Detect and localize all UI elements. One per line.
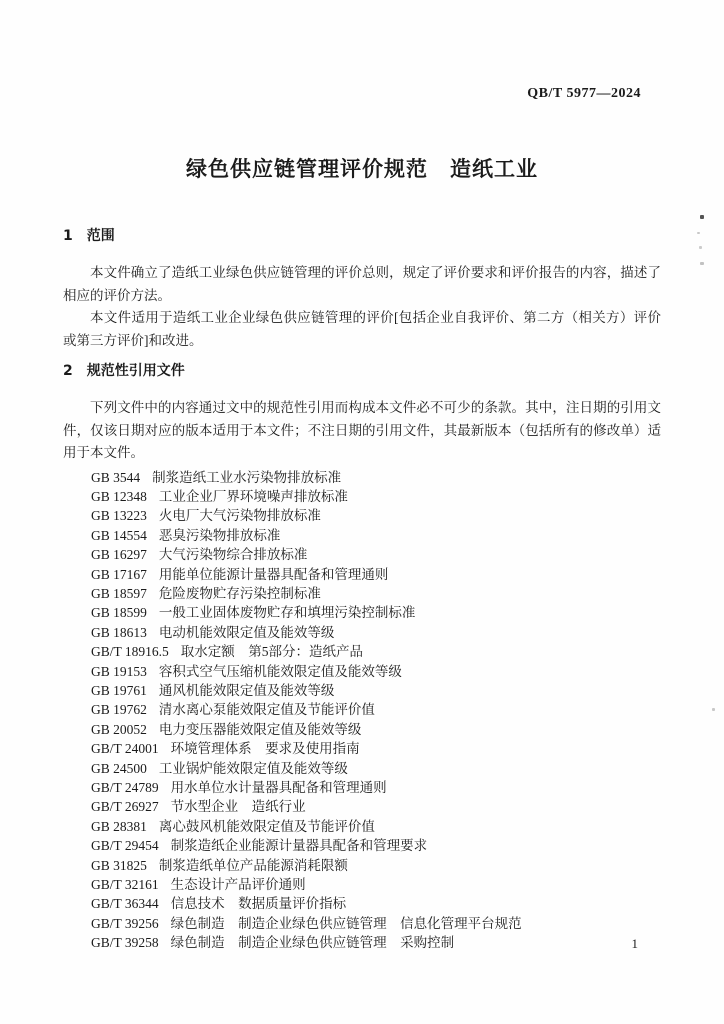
reference-item bbox=[91, 836, 661, 855]
reference-title: 制浆造纸单位产品能源消耗限额 bbox=[158, 857, 348, 873]
reference-code: GB 16297 bbox=[91, 547, 147, 563]
reference-title: 用能单位能源计量器具配备和管理通则 bbox=[158, 566, 389, 582]
reference-item bbox=[91, 681, 661, 700]
scope-paragraph-1: 本文件确立了造纸工业绿色供应链管理的评价总则，规定了评价要求和评价报告的内容，描述了相应的评价方法。 bbox=[63, 265, 661, 303]
reference-item bbox=[91, 487, 661, 506]
reference-code: GB 19153 bbox=[91, 663, 147, 679]
reference-code: GB 18613 bbox=[91, 624, 147, 640]
reference-title: 工业企业厂界环境噪声排放标准 bbox=[158, 488, 348, 504]
normative-reference-list bbox=[63, 468, 661, 953]
scan-speck bbox=[700, 215, 704, 219]
reference-title: 环境管理体系 要求及使用指南 bbox=[170, 741, 360, 757]
reference-title: 大气污染物综合排放标准 bbox=[158, 547, 308, 563]
reference-code: GB/T 24789 bbox=[91, 780, 159, 795]
reference-title: 电力变压器能效限定值及能效等级 bbox=[158, 721, 362, 737]
reference-code: GB 28381 bbox=[91, 818, 147, 834]
reference-item bbox=[91, 584, 661, 603]
section-number: 2 bbox=[63, 363, 73, 379]
section-number: 1 bbox=[63, 228, 73, 244]
reference-title: 制浆造纸工业水污染物排放标准 bbox=[152, 469, 342, 485]
reference-code: GB/T 24001 bbox=[91, 741, 159, 757]
scan-speck bbox=[712, 708, 715, 711]
reference-item bbox=[91, 894, 661, 913]
reference-title: 生态设计产品评价通则 bbox=[170, 877, 306, 893]
reference-title: 用水单位水计量器具配备和管理通则 bbox=[170, 780, 387, 795]
scan-speck bbox=[699, 246, 702, 249]
section-heading-scope bbox=[63, 228, 661, 244]
section-heading-normative-references bbox=[63, 363, 661, 379]
reference-item bbox=[91, 817, 661, 836]
reference-item bbox=[91, 623, 661, 642]
reference-code: GB/T 39258 bbox=[91, 935, 159, 951]
reference-code: GB 17167 bbox=[91, 566, 147, 582]
reference-code: GB 18597 bbox=[91, 585, 147, 601]
reference-code: GB/T 29454 bbox=[91, 838, 159, 854]
reference-code: GB/T 36344 bbox=[91, 896, 159, 912]
reference-title: 通风机能效限定值及能效等级 bbox=[158, 682, 335, 698]
reference-item bbox=[91, 565, 661, 584]
reference-item bbox=[91, 700, 661, 719]
reference-code: GB 12348 bbox=[91, 488, 147, 504]
reference-item bbox=[91, 797, 661, 816]
reference-title: 电动机能效限定值及能效等级 bbox=[158, 624, 335, 640]
reference-code: GB 14554 bbox=[91, 527, 147, 543]
reference-title: 绿色制造 制造企业绿色供应链管理 信息化管理平台规范 bbox=[170, 915, 522, 931]
scan-speck bbox=[700, 262, 704, 265]
reference-title: 火电厂大气污染物排放标准 bbox=[158, 508, 321, 524]
reference-code: GB 13223 bbox=[91, 508, 147, 524]
reference-item bbox=[91, 468, 661, 487]
normative-intro-paragraph: 下列文件中的内容通过文中的规范性引用而构成本文件必不可少的条款。其中，注日期的引用文件，仅该日期对应的版本适用于本文件；不注日期的引用文件，其最新版本（包括所有的修改单）适用于本文件。 bbox=[63, 400, 661, 460]
reference-title: 取水定额 第5部分：造纸产品 bbox=[180, 644, 364, 660]
reference-title: 容积式空气压缩机能效限定值及能效等级 bbox=[158, 663, 402, 679]
reference-code: GB 31825 bbox=[91, 857, 147, 873]
reference-item bbox=[91, 662, 661, 681]
page-number: 1 bbox=[631, 936, 638, 951]
section-title: 规范性引用文件 bbox=[86, 363, 185, 379]
reference-code: GB 3544 bbox=[91, 469, 141, 485]
reference-item bbox=[91, 914, 661, 933]
reference-item bbox=[91, 545, 661, 564]
reference-code: GB/T 18916.5 bbox=[91, 644, 169, 660]
reference-item bbox=[91, 720, 661, 739]
reference-title: 危险废物贮存污染控制标准 bbox=[158, 585, 321, 601]
reference-item bbox=[91, 506, 661, 525]
reference-title: 制浆造纸企业能源计量器具配备和管理要求 bbox=[170, 838, 428, 854]
reference-title: 一般工业固体废物贮存和填埋污染控制标准 bbox=[158, 605, 416, 621]
reference-title: 信息技术 数据质量评价指标 bbox=[170, 896, 347, 912]
standard-code: QB/T 5977—2024 bbox=[527, 86, 641, 101]
reference-code: GB 19761 bbox=[91, 682, 147, 698]
reference-title: 恶臭污染物排放标准 bbox=[158, 527, 281, 543]
reference-item bbox=[91, 933, 661, 952]
reference-code: GB/T 32161 bbox=[91, 877, 159, 893]
reference-title: 工业锅炉能效限定值及能效等级 bbox=[158, 760, 348, 776]
reference-title: 清水离心泵能效限定值及节能评价值 bbox=[158, 702, 375, 718]
document-title: 绿色供应链管理评价规范 造纸工业 bbox=[186, 157, 538, 181]
reference-code: GB 24500 bbox=[91, 760, 147, 776]
reference-item bbox=[91, 875, 661, 894]
section-title: 范围 bbox=[86, 228, 115, 244]
reference-title: 离心鼓风机能效限定值及节能评价值 bbox=[158, 818, 375, 834]
reference-item bbox=[91, 778, 661, 797]
reference-item bbox=[91, 642, 661, 661]
reference-title: 绿色制造 制造企业绿色供应链管理 采购控制 bbox=[170, 935, 455, 951]
reference-code: GB 18599 bbox=[91, 605, 147, 621]
reference-code: GB/T 26927 bbox=[91, 799, 159, 815]
reference-item bbox=[91, 739, 661, 758]
reference-code: GB 20052 bbox=[91, 721, 147, 737]
reference-item bbox=[91, 526, 661, 545]
reference-code: GB/T 39256 bbox=[91, 915, 159, 931]
scan-speck bbox=[697, 232, 700, 234]
reference-item bbox=[91, 759, 661, 778]
reference-code: GB 19762 bbox=[91, 702, 147, 718]
scope-paragraph-2: 本文件适用于造纸工业企业绿色供应链管理的评价[包括企业自我评价、第二方（相关方）评价或第三方评价]和改进。 bbox=[63, 310, 661, 348]
reference-item bbox=[91, 856, 661, 875]
reference-item bbox=[91, 603, 661, 622]
reference-title: 节水型企业 造纸行业 bbox=[170, 799, 306, 815]
